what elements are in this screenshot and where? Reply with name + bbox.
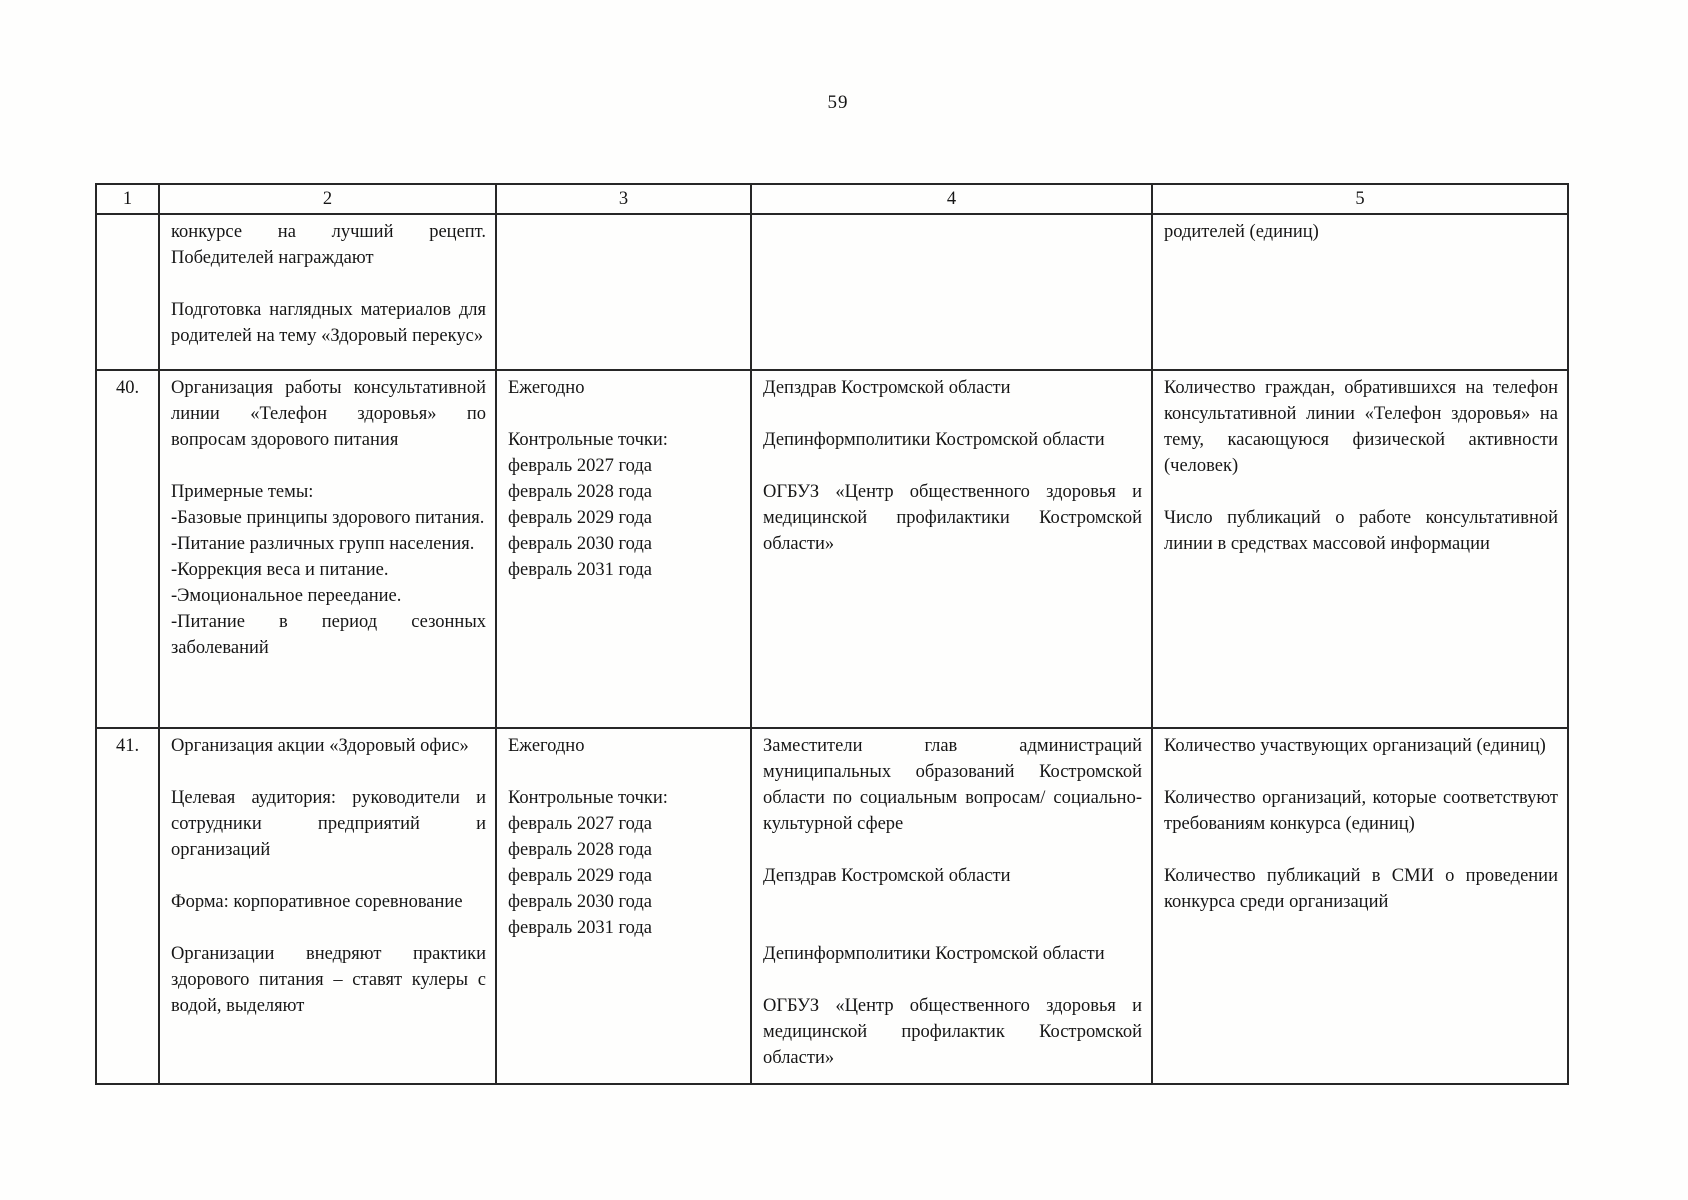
activity-paragraph: Целевая аудитория: руководители и сотрудники предприятий и организаций: [171, 788, 486, 860]
indicator-paragraph: Число публикаций о работе консультативной линии в средствах массовой информации: [1164, 508, 1558, 554]
cell-41-executors: [751, 728, 1152, 1084]
executor-paragraph: ОГБУЗ «Центр общественного здоровья и медицинской профилактики Костромской области»: [763, 482, 1142, 554]
timing-checkpoint: февраль 2027 года: [508, 456, 652, 476]
activity-topic: -Питание в период сезонных заболеваний: [171, 612, 486, 658]
activity-paragraph: конкурсе на лучший рецепт. Победителей награждают: [171, 222, 486, 268]
timing-frequency: Ежегодно: [508, 378, 585, 398]
cell-prev-executors: [751, 214, 1152, 370]
column-header-2: 2: [159, 184, 496, 214]
timing-checkpoints-label: Контрольные точки:: [508, 430, 668, 450]
activity-topic: -Эмоциональное переедание.: [171, 586, 402, 606]
timing-checkpoint: февраль 2029 года: [508, 866, 652, 886]
activity-topic: -Питание различных групп населения.: [171, 534, 475, 554]
timing-checkpoint: февраль 2027 года: [508, 814, 652, 834]
column-header-4: 4: [751, 184, 1152, 214]
column-header-3: 3: [496, 184, 751, 214]
timing-checkpoint: февраль 2030 года: [508, 534, 652, 554]
activity-topics-label: Примерные темы:: [171, 482, 314, 502]
column-header-1: 1: [96, 184, 159, 214]
cell-41-indicators: [1152, 728, 1568, 1084]
cell-41-timing: [496, 728, 751, 1084]
indicator-paragraph: Количество участвующих организаций (единиц): [1164, 736, 1546, 756]
timing-checkpoint: февраль 2031 года: [508, 918, 652, 938]
executor-paragraph: Депинформполитики Костромской области: [763, 430, 1105, 450]
timing-checkpoint: февраль 2028 года: [508, 482, 652, 502]
executor-paragraph: Депздрав Костромской области: [763, 378, 1011, 398]
table-row-continuation: [96, 214, 1568, 370]
cell-40-timing: [496, 370, 751, 728]
cell-prev-activity: [159, 214, 496, 370]
timing-frequency: Ежегодно: [508, 736, 585, 756]
executor-paragraph: Заместители глав администраций муниципальных образований Костромской области по социальным вопросам/ социально-культурной сфере: [763, 736, 1142, 834]
cell-prev-indicators: [1152, 214, 1568, 370]
table-header-row: [96, 184, 1568, 214]
cell-40-indicators: [1152, 370, 1568, 728]
cell-40-number: 40.: [96, 370, 159, 728]
indicator-paragraph: Количество организаций, которые соответствуют требованиям конкурса (единиц): [1164, 788, 1558, 834]
activity-topic: -Коррекция веса и питание.: [171, 560, 389, 580]
executor-paragraph: Депинформполитики Костромской области: [763, 944, 1105, 964]
activity-paragraph: Форма: корпоративное соревнование: [171, 892, 463, 912]
activity-paragraph: Организации внедряют практики здорового питания – ставят кулеры с водой, выделяют: [171, 944, 486, 1016]
action-plan-table: [95, 183, 1569, 1085]
table-row-40: [96, 370, 1568, 728]
timing-checkpoint: февраль 2030 года: [508, 892, 652, 912]
indicator-paragraph: Количество граждан, обратившихся на телефон консультативной линии «Телефон здоровья» на тему, касающуюся физической активности (человек): [1164, 378, 1558, 476]
timing-checkpoint: февраль 2028 года: [508, 840, 652, 860]
timing-checkpoint: февраль 2029 года: [508, 508, 652, 528]
cell-40-executors: [751, 370, 1152, 728]
page-number: 59: [827, 92, 849, 113]
cell-41-number: 41.: [96, 728, 159, 1084]
activity-title: Организация работы консультативной линии «Телефон здоровья» по вопросам здорового питания: [171, 378, 486, 450]
table-row-41: [96, 728, 1568, 1084]
activity-paragraph: Подготовка наглядных материалов для родителей на тему «Здоровый перекус»: [171, 300, 486, 346]
indicator-paragraph: родителей (единиц): [1164, 222, 1319, 242]
cell-prev-timing: [496, 214, 751, 370]
indicator-paragraph: Количество публикаций в СМИ о проведении конкурса среди организаций: [1164, 866, 1558, 912]
cell-41-activity: [159, 728, 496, 1084]
timing-checkpoints-label: Контрольные точки:: [508, 788, 668, 808]
timing-checkpoint: февраль 2031 года: [508, 560, 652, 580]
column-header-5: 5: [1152, 184, 1568, 214]
cell-prev-number: [96, 214, 159, 370]
executor-paragraph: ОГБУЗ «Центр общественного здоровья и медицинской профилактик Костромской области»: [763, 996, 1142, 1068]
activity-topic: -Базовые принципы здорового питания.: [171, 508, 485, 528]
cell-40-activity: [159, 370, 496, 728]
executor-paragraph: Депздрав Костромской области: [763, 866, 1011, 886]
activity-paragraph: Организация акции «Здоровый офис»: [171, 736, 469, 756]
